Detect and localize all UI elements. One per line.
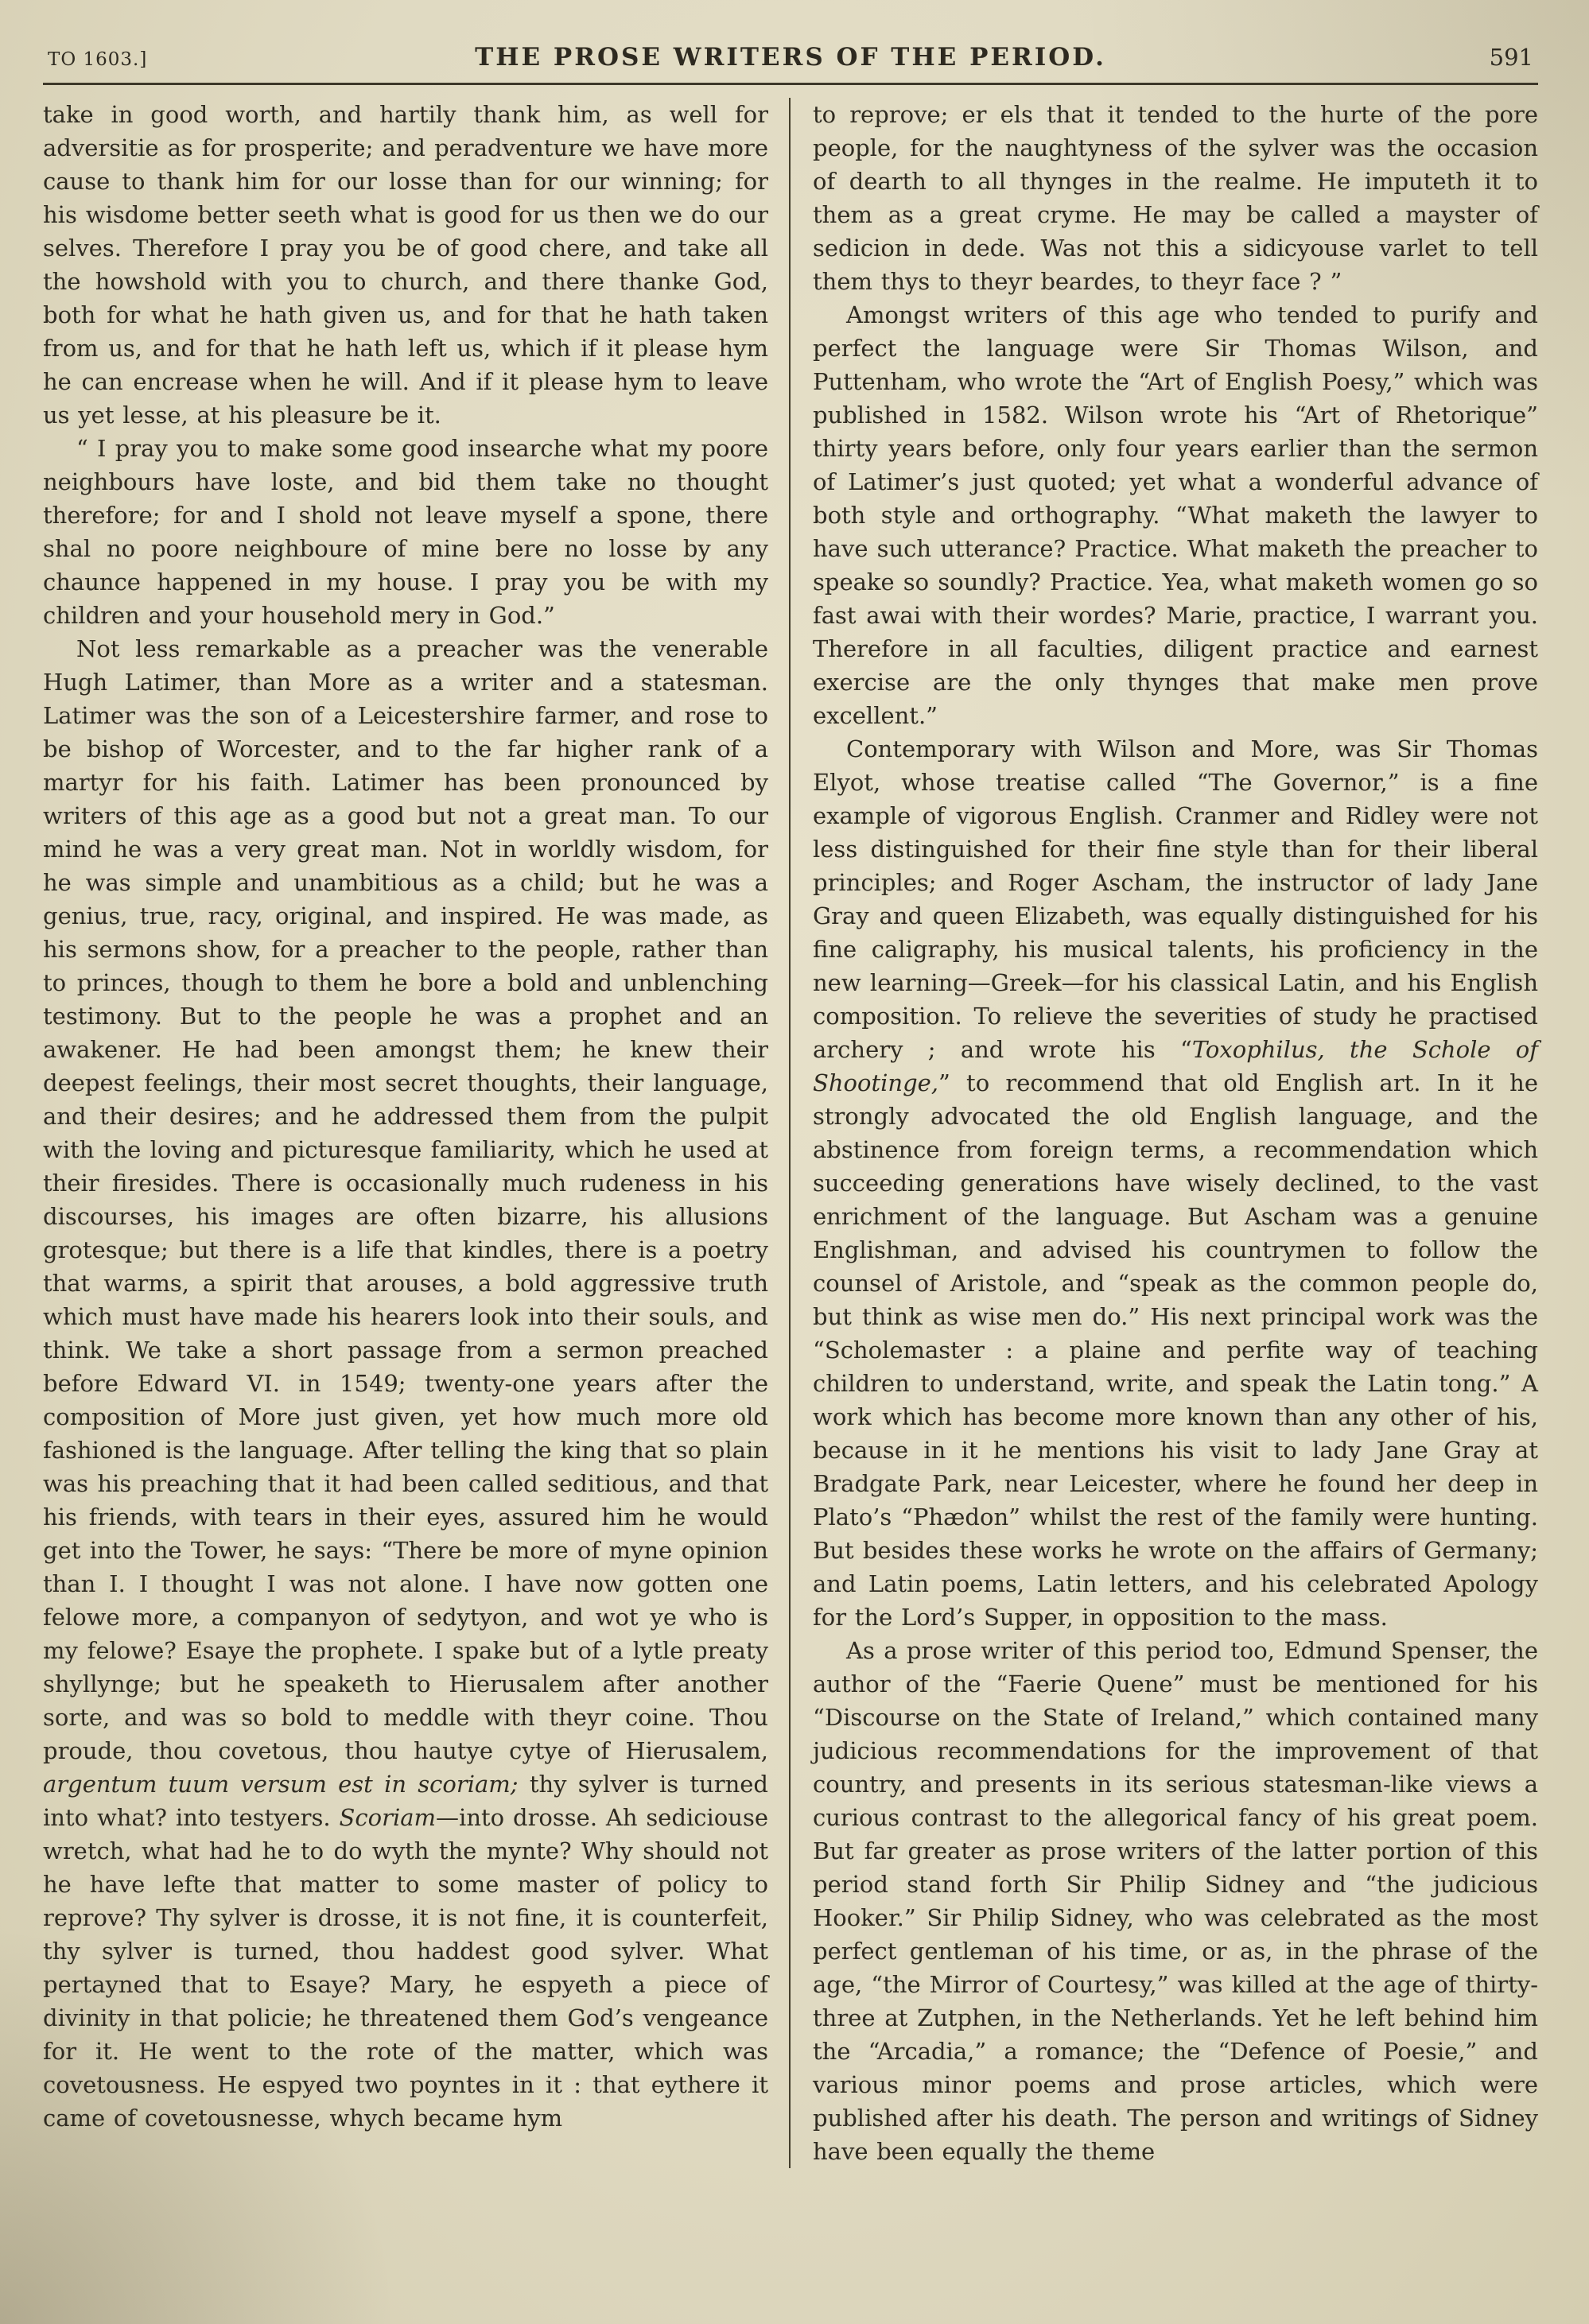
text-run: Not less remarkable as a preacher was the venerable Hugh Latimer, than More as a writer and a statesman. Latimer was the son of a Leicestershire farmer, and rose to be bishop of Worcester, and to the far higher rank of a martyr for his faith. Latimer has been pronounced by writers of this age as a good but not a great man. To our mind he was a very great man. Not in worldly wisdom, for he was simple and unambitious as a child; but he was a genius, true, racy, original, and inspired. He was made, as his sermons show, for a preacher to the people, rather than to princes, though to them he bore a bold and unblenching testimony. But to the people he was a prophet and an awakener. He had been amongst them; he knew their deepest feelings, their most secret thoughts, their language, and their desires; and he addressed them from the pulpit with the loving and picturesque familiarity, which he used at their firesides. There is occasionally much rudeness in his discourses, his images are often bizarre, his allusions grotesque; but there is a life that kindles, there is a poetry that warms, a spirit that arouses, a bold aggressive truth which must have made his hearers look into their souls, and think. We take a short passage from a sermon preached before Edward VI. in 1549; twenty-one years after the composition of More just given, yet how much more old fashioned is the language. After telling the king that so plain was his preaching that it had been called seditious, and that his friends, with tears in their eyes, assured him he would get into the Tower, he says: “There be more of myne opinion than I. I thought I was not alone. I have now gotten one felowe more, a companyon of sedytyon, and wot ye who is my felowe? Esaye the prophete. I spake but of a lytle preaty shyllynge; but he speaketh to Hierusalem after another sorte, and was so bold to meddle with theyr coine. Thou proude, thou covetous, thou hautye cytye of Hierusalem, [43,635,768,1764]
left-column [43,98,789,2168]
paragraph [43,98,768,432]
paragraph [813,732,1538,1634]
text-run: to reprove; er els that it tended to the hurte of the pore people, for the naughtyness of the sylver was the occasion of dearth to all thynges in the realme. He imputeth it to them as a great cryme. He may be called a mayster of sedicion in dede. Was not this a sidicyouse varlet to tell them thys to theyr beardes, to theyr face ? ” [813,101,1538,295]
text-run: thy sylver is turned into what? into testyers. [43,1771,768,1831]
right-column [791,98,1538,2168]
text-run: —into drosse. Ah sediciouse wretch, what had he to do wyth the mynte? Why should not he have lefte that matter to some master of policy to reprove? Thy sylver is drosse, it is not fine, it is counterfeit, thy sylver is turned, thou haddest good sylver. What pertayned that to Esaye? Mary, he espyeth a piece of divinity in that policie; he threatened them God’s vengeance for it. He went to the rote of the matter, which was covetousness. He espyed two poyntes in it : that eythere it came of covetousnesse, whych became hym [43,1804,769,2132]
paragraph [813,298,1538,732]
text-run: Contemporary with Wilson and More, was Sir Thomas Elyot, whose treatise called “The Governor,” is a fine example of vigorous English. Cranmer and Ridley were not less distinguished for their fine style than for their liberal principles; and Roger Ascham, the instructor of lady Jane Gray and queen Elizabeth, was equally distinguished for his fine caligraphy, his musical talents, his proficiency in the new learning—Greek—for his classical Latin, and his English composition. To relieve the severities of study he practised archery ; and wrote his “ [813,735,1538,1063]
page-title: THE PROSE WRITERS OF THE PERIOD. [475,43,1106,72]
italic-text-run: Toxophilus, the Schole of Shootinge, [813,1036,1538,1096]
header-rule [43,83,1538,85]
text-columns [43,98,1538,2168]
paragraph [43,632,768,2135]
paragraph [813,98,1538,298]
text-run: As a prose writer of this period too, Edmund Spenser, the author of the “Faerie Quene” must be mentioned for his “Discourse on the State of Ireland,” which contained many judicious recommendations for the improvement of that country, and presents in its serious statesman-like views a curious contrast to the allegorical fancy of his great poem. But far greater as prose writers of the latter portion of this period stand forth Sir Philip Sidney and “the judicious Hooker.” Sir Philip Sidney, who was celebrated as the most perfect gentleman of his time, or as, in the phrase of the age, “the Mirror of Courtesy,” was killed at the age of thirty-three at Zutphen, in the Netherlands. Yet he left behind him the “Arcadia,” a romance; the “Defence of Poesie,” and various minor poems and prose articles, which were published after his death. The person and writings of Sidney have been equally the theme [813,1637,1538,2165]
header-date-range: TO 1603.] [48,49,148,70]
page-number: 591 [1489,44,1533,71]
page-header [43,37,1538,81]
text-run: “ I pray you to make some good insearche what my poore neighbours have loste, and bid them take no thought therefore; for and I shold not leave myself a spone, there shal no poore neighboure of mine bere no losse by any chaunce happened in my house. I pray you be with my children and your household mery in God.” [43,435,768,629]
italic-text-run: argentum tuum versum est in scoriam; [43,1771,519,1798]
text-run: take in good worth, and hartily thank him, as well for adversitie as for prosperite; and peradventure we have more cause to thank him for our losse than for our winning; for his wisdome better seeth what is good for us then we do our selves. Therefore I pray you be of good chere, and take all the howshold with you to church, and there thanke God, both for what he hath given us, and for that he hath taken from us, and for that he hath left us, which if it please hym he can encrease when he will. And if it please hym to leave us yet lesse, at his pleasure be it. [43,101,768,429]
paragraph [43,432,768,632]
italic-text-run: Scoriam [339,1804,437,1831]
paragraph [813,1634,1538,2168]
text-run: Amongst writers of this age who tended to purify and perfect the language were Sir Thomas Wilson, and Puttenham, who wrote the “Art of English Poesy,” which was published in 1582. Wilson wrote his “Art of Rhetorique” thirty years before, only four years earlier than the sermon of Latimer’s just quoted; yet what a wonderful advance of both style and orthography. “What maketh the lawyer to have such utterance? Practice. What maketh the preacher to speake so soundly? Practice. Yea, what maketh women go so fast awai with their wordes? Marie, practice, I warrant you. Therefore in all faculties, diligent practice and earnest exercise are the only thynges that make men prove excellent.” [813,301,1538,729]
text-run: ” to recommend that old English art. In it he strongly advocated the old English language, and the abstinence from foreign terms, a recommendation which succeeding generations have wisely declined, to the vast enrichment of the language. But Ascham was a genuine Englishman, and advised his countrymen to follow the counsel of Aristole, and “speak as the common people do, but think as wise men do.” His next principal work was the “Scholemaster : a plaine and perfite way of teaching children to understand, write, and speak the Latin tong.” A work which has become more known than any other of his, because in it he mentions his visit to lady Jane Gray at Bradgate Park, near Leicester, where he found her deep in Plato’s “Phædon” whilst the rest of the family were hunting. But besides these works he wrote on the affairs of Germany; and Latin poems, Latin letters, and his celebrated Apology for the Lord’s Supper, in opposition to the mass. [813,1069,1538,1631]
